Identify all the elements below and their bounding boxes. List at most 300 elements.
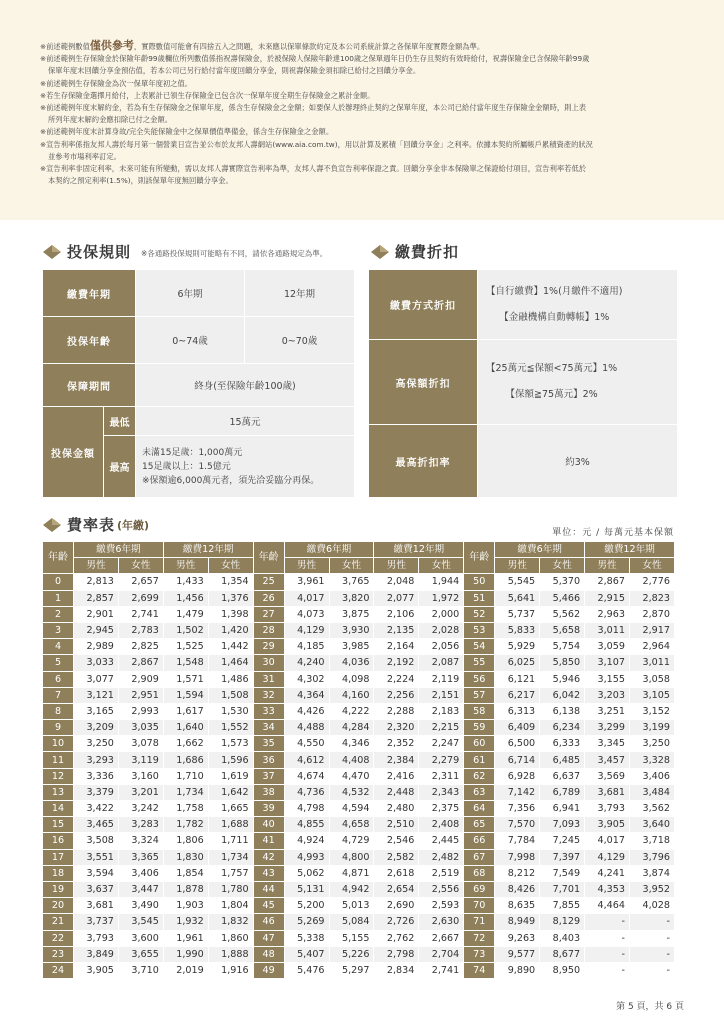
rate-cell: 3,508	[74, 833, 118, 848]
rate-cell: 3,199	[630, 720, 674, 735]
rate-cell: 2,741	[419, 963, 463, 978]
rate-cell: 2,279	[419, 752, 463, 767]
rate-cell: 3,293	[74, 752, 118, 767]
high-line: 【25萬元≦保額<75萬元】1%	[486, 363, 618, 374]
rate-cell: 2,726	[374, 914, 418, 929]
rate-cell: 3,011	[630, 655, 674, 670]
payment-table	[369, 270, 677, 497]
rate-cell: 3,422	[74, 801, 118, 816]
rate-cell: 4,942	[330, 882, 374, 897]
note-text: ※宣告利率非固定利率，未來可能有所變動，需以友邦人壽實際宣告利率為準，友邦人壽不負宣告利率保證之責。回饋分享金非本保險單之保證給付項目，宣告利率若低於	[40, 164, 587, 174]
rate-cell: 2,870	[630, 607, 674, 622]
age-cell: 71	[464, 914, 494, 929]
rate-cell: 3,447	[119, 882, 163, 897]
rate-cell: 2,352	[374, 736, 418, 751]
age-cell: 16	[43, 833, 73, 848]
rate-cell: 1,758	[164, 801, 208, 816]
age-cell: 61	[464, 752, 494, 767]
age-cell: 27	[254, 607, 284, 622]
unit-label: 單位：元 / 每萬元基本保額	[552, 528, 674, 538]
note-item	[40, 53, 684, 77]
rate-cell: 9,577	[495, 947, 539, 962]
rate-cell: 1,888	[209, 947, 253, 962]
age-cell: 38	[254, 785, 284, 800]
male-header: 男性	[74, 558, 118, 573]
amount-label: 投保金額	[43, 407, 103, 497]
age-6-value: 0~74歲	[136, 317, 244, 363]
rate-cell: 2,343	[419, 785, 463, 800]
rate-cell: 6,500	[495, 736, 539, 751]
rate-cell: 8,426	[495, 882, 539, 897]
rate-cell: 1,832	[209, 914, 253, 929]
rate-cell: 3,121	[74, 688, 118, 703]
rate-cell: 4,284	[330, 720, 374, 735]
rate-cell: 2,256	[374, 688, 418, 703]
rate-cell: 7,397	[540, 850, 584, 865]
rate-cell: 2,215	[419, 720, 463, 735]
rate-cell: 1,665	[209, 801, 253, 816]
rate-cell: 2,375	[419, 801, 463, 816]
age-cell: 57	[464, 688, 494, 703]
rate-cell: 3,594	[74, 866, 118, 881]
method-line: 【自行繳費】1%(月繳件不適用)	[486, 285, 623, 297]
rate-cell: 3,059	[585, 639, 629, 654]
note-text: ※前述範例數值	[40, 42, 90, 51]
rate-cell: 3,201	[119, 785, 163, 800]
rate-cell: 1,878	[164, 882, 208, 897]
page-number: 第 5 頁，共 6 頁	[616, 1002, 684, 1012]
male-header: 男性	[495, 558, 539, 573]
male-header: 男性	[585, 558, 629, 573]
rate-cell: 3,718	[630, 833, 674, 848]
rate-cell: 1,464	[209, 655, 253, 670]
rate-cell: 1,972	[419, 591, 463, 606]
table-row	[43, 639, 674, 654]
age-cell: 20	[43, 898, 73, 913]
rate-cell: 2,183	[419, 704, 463, 719]
rate-cell: 2,320	[374, 720, 418, 735]
rate-cell: 5,013	[330, 898, 374, 913]
age-cell: 41	[254, 833, 284, 848]
table-row	[43, 688, 674, 703]
rate-cell: 1,640	[164, 720, 208, 735]
rate-cell: 4,129	[285, 623, 329, 638]
rate-cell: 6,714	[495, 752, 539, 767]
group-12-header: 繳費12年期	[585, 542, 674, 557]
note-item	[40, 90, 684, 102]
rate-cell: 3,105	[630, 688, 674, 703]
rate-cell: 3,640	[630, 817, 674, 832]
table-row	[43, 914, 674, 929]
rate-cell: 3,681	[74, 898, 118, 913]
age-cell: 72	[464, 931, 494, 946]
rate-cell: 3,905	[585, 817, 629, 832]
rate-cell: 1,710	[164, 769, 208, 784]
rate-cell: 2,546	[374, 833, 418, 848]
max-line: 未滿15足歲：1,000萬元	[142, 447, 243, 458]
rate-cell: 1,806	[164, 833, 208, 848]
note-text: ※前述範例生存保險金為次一保單年度初之值。	[40, 78, 193, 88]
rate-cell: 1,860	[209, 931, 253, 946]
rate-cell: 1,525	[164, 639, 208, 654]
pay-12-value: 12年期	[245, 270, 354, 316]
age-cell: 70	[464, 898, 494, 913]
rate-cell: 1,420	[209, 623, 253, 638]
rate-cell: 1,734	[209, 850, 253, 865]
rate-cell: 7,701	[540, 882, 584, 897]
rate-cell: 4,129	[585, 850, 629, 865]
age-cell: 67	[464, 850, 494, 865]
age-cell: 47	[254, 931, 284, 946]
rate-cell: 2,119	[419, 672, 463, 687]
rate-cell: 5,946	[540, 672, 584, 687]
rate-cell: 3,551	[74, 850, 118, 865]
rate-cell: 7,093	[540, 817, 584, 832]
rate-cell: 3,035	[119, 720, 163, 735]
min-value: 15萬元	[136, 407, 354, 435]
note-continuation: 所列年度末解約金應扣除已付之金額。	[48, 115, 173, 125]
rate-cell: 1,433	[164, 574, 208, 589]
age-cell: 11	[43, 752, 73, 767]
rate-cell: 1,398	[209, 607, 253, 622]
rate-cell: 3,952	[630, 882, 674, 897]
female-header: 女性	[540, 558, 584, 573]
rate-cell: 1,617	[164, 704, 208, 719]
rate-cell: 4,488	[285, 720, 329, 735]
age-cell: 73	[464, 947, 494, 962]
rate-cell: 2,192	[374, 655, 418, 670]
rate-cell: 2,704	[419, 947, 463, 962]
pay-period-label: 繳費年期	[43, 270, 135, 316]
rate-cell: 1,548	[164, 655, 208, 670]
table-row	[43, 704, 674, 719]
rate-cell: 2,135	[374, 623, 418, 638]
rules-table	[43, 270, 354, 497]
rate-cell: 8,677	[540, 947, 584, 962]
rate-cell: 9,890	[495, 963, 539, 978]
table-row	[43, 736, 674, 751]
rate-cell: 1,830	[164, 850, 208, 865]
rate-cell: 1,594	[164, 688, 208, 703]
group-12-header: 繳費12年期	[374, 542, 463, 557]
rate-cell: 2,776	[630, 574, 674, 589]
rate-cell: 2,867	[585, 574, 629, 589]
note-item	[40, 40, 684, 53]
rate-cell: 7,784	[495, 833, 539, 848]
rate-cell: 5,131	[285, 882, 329, 897]
age-cell: 8	[43, 704, 73, 719]
rate-cell: 1,782	[164, 817, 208, 832]
rate-cell: 4,550	[285, 736, 329, 751]
rate-cell: 8,403	[540, 931, 584, 946]
rate-cell: 2,056	[419, 639, 463, 654]
male-header: 男性	[374, 558, 418, 573]
note-item	[40, 102, 684, 126]
rate-cell: 7,142	[495, 785, 539, 800]
rate-cell: 2,798	[374, 947, 418, 962]
rate-cell: 5,658	[540, 623, 584, 638]
rate-cell: 3,160	[119, 769, 163, 784]
table-row	[43, 850, 674, 865]
rate-cell: 3,336	[74, 769, 118, 784]
rate-cell: 2,813	[74, 574, 118, 589]
rate-cell: 3,457	[585, 752, 629, 767]
high-value	[478, 340, 677, 424]
age-cell: 65	[464, 817, 494, 832]
rate-cell: 2,834	[374, 963, 418, 978]
rate-cell: 5,545	[495, 574, 539, 589]
age-cell: 68	[464, 866, 494, 881]
diamond-icon	[41, 243, 63, 261]
age-cell: 64	[464, 801, 494, 816]
rates-header	[41, 514, 149, 535]
payment-title: 繳費折扣	[395, 243, 460, 261]
rate-cell: 4,464	[585, 898, 629, 913]
rate-cell: 2,690	[374, 898, 418, 913]
rate-cell: 4,073	[285, 607, 329, 622]
rate-cell: 6,333	[540, 736, 584, 751]
rate-cell: 2,247	[419, 736, 463, 751]
rate-cell: 1,486	[209, 672, 253, 687]
rate-cell: 3,379	[74, 785, 118, 800]
rate-cell: 2,945	[74, 623, 118, 638]
age-cell: 63	[464, 785, 494, 800]
rate-cell: 2,857	[74, 591, 118, 606]
rate-cell: 2,582	[374, 850, 418, 865]
age-cell: 12	[43, 769, 73, 784]
rate-cell: 1,596	[209, 752, 253, 767]
rate-cell: 3,465	[74, 817, 118, 832]
rate-cell: 5,641	[495, 591, 539, 606]
rate-cell: 4,800	[330, 850, 374, 865]
age-cell: 54	[464, 639, 494, 654]
rate-cell: 1,479	[164, 607, 208, 622]
female-header: 女性	[419, 558, 463, 573]
table-row	[43, 801, 674, 816]
rate-cell: 2,164	[374, 639, 418, 654]
female-header: 女性	[119, 558, 163, 573]
rate-cell: 4,594	[330, 801, 374, 816]
rate-cell: 6,042	[540, 688, 584, 703]
rate-cell: 2,445	[419, 833, 463, 848]
table-row	[43, 591, 674, 606]
rate-cell: -	[630, 914, 674, 929]
rate-cell: 4,798	[285, 801, 329, 816]
table-row	[43, 623, 674, 638]
note-text: ※前述範例年度末計算身故/完全失能保險金中之保單價值準備金，係含生存保險金之金額。	[40, 127, 334, 137]
rate-cell: 2,618	[374, 866, 418, 881]
age-cell: 33	[254, 704, 284, 719]
female-header: 女性	[209, 558, 253, 573]
rate-cell: 4,993	[285, 850, 329, 865]
note-item	[40, 139, 684, 163]
age-cell: 2	[43, 607, 73, 622]
age-cell: 34	[254, 720, 284, 735]
age-cell: 39	[254, 801, 284, 816]
age-cell: 10	[43, 736, 73, 751]
rate-cell: 3,600	[119, 931, 163, 946]
rate-cell: 8,950	[540, 963, 584, 978]
rate-cell: 4,532	[330, 785, 374, 800]
rate-cell: 2,224	[374, 672, 418, 687]
rate-cell: 2,989	[74, 639, 118, 654]
age-header: 年齡	[43, 542, 73, 573]
age-cell: 19	[43, 882, 73, 897]
age-cell: 24	[43, 963, 73, 978]
rate-cell: 4,346	[330, 736, 374, 751]
rules-note: ※各通路投保規則可能略有不同，請依各通路規定為準。	[141, 248, 328, 258]
rate-cell: 3,107	[585, 655, 629, 670]
rates-title: 費率表	[67, 516, 116, 534]
method-value	[478, 270, 677, 339]
age-cell: 5	[43, 655, 73, 670]
rate-cell: 1,804	[209, 898, 253, 913]
rate-cell: 3,406	[630, 769, 674, 784]
rate-cell: 3,077	[74, 672, 118, 687]
payment-header	[369, 241, 459, 262]
notes-section	[0, 0, 724, 220]
high-label: 高保額折扣	[369, 340, 477, 424]
table-row	[43, 720, 674, 735]
rate-cell: 4,408	[330, 752, 374, 767]
rate-cell: 3,251	[585, 704, 629, 719]
rate-cell: 6,637	[540, 769, 584, 784]
rate-cell: 7,855	[540, 898, 584, 913]
rate-cell: 2,667	[419, 931, 463, 946]
rate-cell: 1,619	[209, 769, 253, 784]
rules-header	[41, 241, 327, 262]
rate-cell: 3,545	[119, 914, 163, 929]
rate-cell: 3,961	[285, 574, 329, 589]
rate-cell: 3,562	[630, 801, 674, 816]
rate-cell: 5,297	[330, 963, 374, 978]
rate-cell: -	[585, 963, 629, 978]
rates-subtitle: (年繳)	[117, 518, 150, 532]
age-cell: 17	[43, 850, 73, 865]
table-row	[43, 931, 674, 946]
rate-cell: 6,409	[495, 720, 539, 735]
age-cell: 25	[254, 574, 284, 589]
rate-cell: 2,482	[419, 850, 463, 865]
rate-cell: 1,734	[164, 785, 208, 800]
age-cell: 62	[464, 769, 494, 784]
rate-cell: -	[585, 947, 629, 962]
rate-cell: 2,783	[119, 623, 163, 638]
rate-cell: 1,686	[164, 752, 208, 767]
rate-cell: 4,729	[330, 833, 374, 848]
rate-cell: 3,250	[630, 736, 674, 751]
rate-cell: 2,288	[374, 704, 418, 719]
rate-cell: 7,998	[495, 850, 539, 865]
rate-cell: 2,699	[119, 591, 163, 606]
age-cell: 9	[43, 720, 73, 735]
rate-cell: 7,549	[540, 866, 584, 881]
rate-cell: 3,406	[119, 866, 163, 881]
note-continuation: 並參考市場利率訂定。	[48, 151, 121, 161]
rate-cell: 1,944	[419, 574, 463, 589]
rate-cell: 4,364	[285, 688, 329, 703]
rate-cell: 2,106	[374, 607, 418, 622]
rate-cell: 5,476	[285, 963, 329, 978]
rate-cell: 3,849	[74, 947, 118, 962]
rate-cell: 3,155	[585, 672, 629, 687]
male-header: 男性	[164, 558, 208, 573]
rate-cell: 2,408	[419, 817, 463, 832]
rate-cell: 3,655	[119, 947, 163, 962]
note-continuation: 保單年度末回饋分享金預估值，若本公司已另行給付當年度回饋分享金，則祝壽保險金須扣除已給付之回饋分享金。	[48, 66, 421, 76]
rate-cell: 3,299	[585, 720, 629, 735]
rate-cell: 1,688	[209, 817, 253, 832]
rate-cell: 4,222	[330, 704, 374, 719]
rate-cell: 7,356	[495, 801, 539, 816]
table-row	[43, 963, 674, 978]
pay-6-value: 6年期	[136, 270, 244, 316]
rate-cell: 5,084	[330, 914, 374, 929]
rate-cell: 6,025	[495, 655, 539, 670]
rate-cell: 2,077	[374, 591, 418, 606]
table-row	[43, 769, 674, 784]
rate-cell: 4,658	[330, 817, 374, 832]
age-header: 年齡	[464, 542, 494, 573]
rate-cell: 4,160	[330, 688, 374, 703]
rate-cell: 5,466	[540, 591, 584, 606]
high-line: 【保額≧75萬元】2%	[505, 389, 598, 400]
table-row	[43, 785, 674, 800]
note-text: ※前述範例生存保險金於保險年齡99歲欄位所列數值係指祝壽保險金，於被保險人保險年齡達100歲之保單週年日仍生存且契約有效時給付，祝壽保險金已含保險年齡99歲	[40, 54, 590, 64]
table-row	[43, 817, 674, 832]
rate-cell: 8,129	[540, 914, 584, 929]
rate-cell: 5,338	[285, 931, 329, 946]
rate-cell: 2,901	[74, 607, 118, 622]
rate-cell: 2,951	[119, 688, 163, 703]
rate-cell: 3,345	[585, 736, 629, 751]
rate-cell: 6,313	[495, 704, 539, 719]
rate-cell: 2,311	[419, 769, 463, 784]
note-continuation: 本契約之預定利率(1.5%)，則該保單年度無回饋分享金。	[48, 176, 233, 186]
rate-cell: 4,240	[285, 655, 329, 670]
rate-cell: 2,556	[419, 882, 463, 897]
rate-cell: 4,426	[285, 704, 329, 719]
rate-cell: 1,376	[209, 591, 253, 606]
rate-cell: -	[585, 931, 629, 946]
rate-cell: 8,949	[495, 914, 539, 929]
max-label: 最高	[104, 436, 135, 497]
max-value	[136, 436, 354, 497]
rate-cell: 2,028	[419, 623, 463, 638]
rate-cell: 3,875	[330, 607, 374, 622]
rate-cell: -	[630, 931, 674, 946]
rate-cell: 3,569	[585, 769, 629, 784]
rate-cell: 5,737	[495, 607, 539, 622]
female-header: 女性	[630, 558, 674, 573]
rate-cell: 9,263	[495, 931, 539, 946]
rate-cell: -	[630, 947, 674, 962]
rate-cell: 1,662	[164, 736, 208, 751]
diamond-icon	[369, 243, 391, 261]
rate-cell: 1,961	[164, 931, 208, 946]
rate-cell: 2,909	[119, 672, 163, 687]
age-cell: 56	[464, 672, 494, 687]
rate-cell: 3,637	[74, 882, 118, 897]
rate-cell: 3,737	[74, 914, 118, 929]
rate-cell: 2,519	[419, 866, 463, 881]
rate-cell: 1,642	[209, 785, 253, 800]
rate-cell: 3,283	[119, 817, 163, 832]
rate-cell: 1,456	[164, 591, 208, 606]
rate-cell: 2,416	[374, 769, 418, 784]
rate-cell: 5,407	[285, 947, 329, 962]
age-cell: 74	[464, 963, 494, 978]
